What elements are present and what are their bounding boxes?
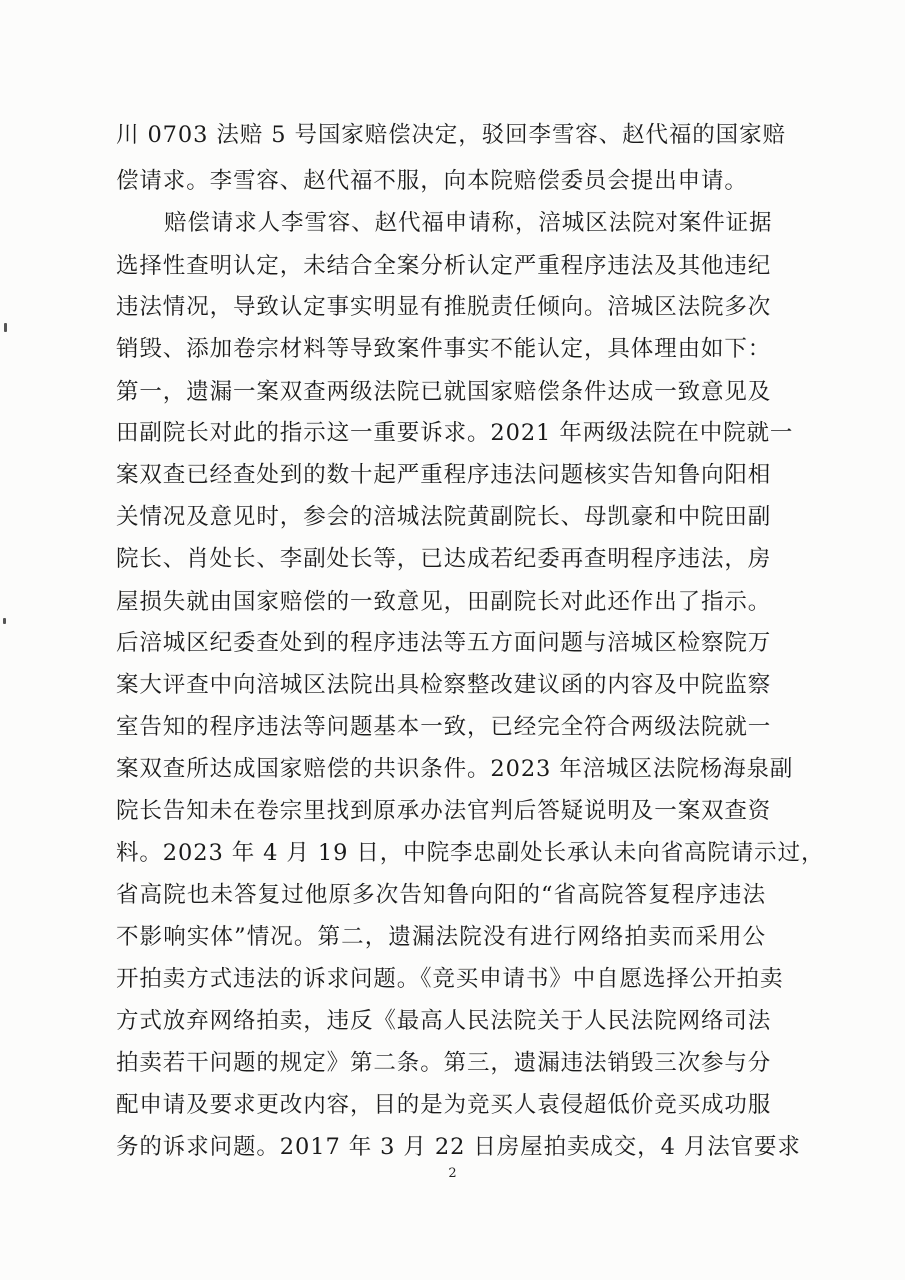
scan-edge-mark: [3, 618, 6, 624]
text-line: 开拍卖方式违法的诉求问题。《竞买申请书》中自愿选择公开拍卖: [116, 966, 784, 992]
text-line: 配申请及要求更改内容，目的是为竞买人袁侵超低价竞买成功服: [116, 1092, 772, 1118]
text-line: 室告知的程序违法等问题基本一致，已经完全符合两级法院就一: [116, 714, 772, 740]
text-line: 不影响实体”情况。第二，遗漏法院没有进行网络拍卖而采用公: [116, 924, 766, 950]
text-line: 院长告知未在卷宗里找到原承办法官判后答疑说明及一案双查资: [116, 798, 772, 824]
text-line: 销毁、添加卷宗材料等导致案件事实不能认定，具体理由如下：: [116, 336, 772, 362]
text-line: 案大评查中向涪城区法院出具检察整改建议函的内容及中院监察: [116, 672, 772, 698]
text-line: 方式放弃网络拍卖，违反《最高人民法院关于人民法院网络司法: [116, 1008, 772, 1034]
page-number: 2: [448, 1166, 457, 1181]
text-line: 务的诉求问题。2017 年 3 月 22 日房屋拍卖成交，4 月法官要求: [116, 1134, 801, 1160]
text-line: 屋损失就由国家赔偿的一致意见，田副院长对此还作出了指示。: [116, 589, 772, 615]
paragraph-first-line: 赔偿请求人李雪容、赵代福申请称，涪城区法院对案件证据: [164, 210, 773, 236]
text-line: 关情况及意见时，参会的涪城法院黄副院长、母凯豪和中院田副: [116, 504, 772, 530]
text-line: 院长、肖处长、李副处长等，已达成若纪委再查明程序违法，房: [116, 546, 772, 572]
text-line: 省高院也未答复过他原多次告知鲁向阳的“省高院答复程序违法: [116, 882, 766, 908]
text-line: 田副院长对此的指示这一重要诉求。2021 年两级法院在中院就一: [116, 420, 794, 446]
text-line: 拍卖若干问题的规定》第二条。第三，遗漏违法销毁三次参与分: [116, 1050, 772, 1076]
text-line: 违法情况，导致认定事实明显有推脱责任倾向。涪城区法院多次: [116, 294, 772, 320]
text-line: 后涪城区纪委查处到的程序违法等五方面问题与涪城区检察院万: [116, 630, 772, 656]
scan-edge-mark: [4, 323, 7, 332]
text-line: 案双查所达成国家赔偿的共识条件。2023 年涪城区法院杨海泉副: [116, 756, 794, 782]
text-line: 料。2023 年 4 月 19 日，中院李忠副处长承认未向省高院请示过，: [116, 840, 825, 866]
text-line: 川 0703 法赔 5 号国家赔偿决定，驳回李雪容、赵代福的国家赔: [116, 122, 786, 148]
text-line: 案双查已经查处到的数十起严重程序违法问题核实告知鲁向阳相: [116, 462, 772, 488]
text-line: 第一，遗漏一案双查两级法院已就国家赔偿条件达成一致意见及: [116, 379, 772, 405]
text-line: 选择性查明认定，未结合全案分析认定严重程序违法及其他违纪: [116, 253, 772, 279]
text-line: 偿请求。李雪容、赵代福不服，向本院赔偿委员会提出申请。: [116, 168, 748, 194]
